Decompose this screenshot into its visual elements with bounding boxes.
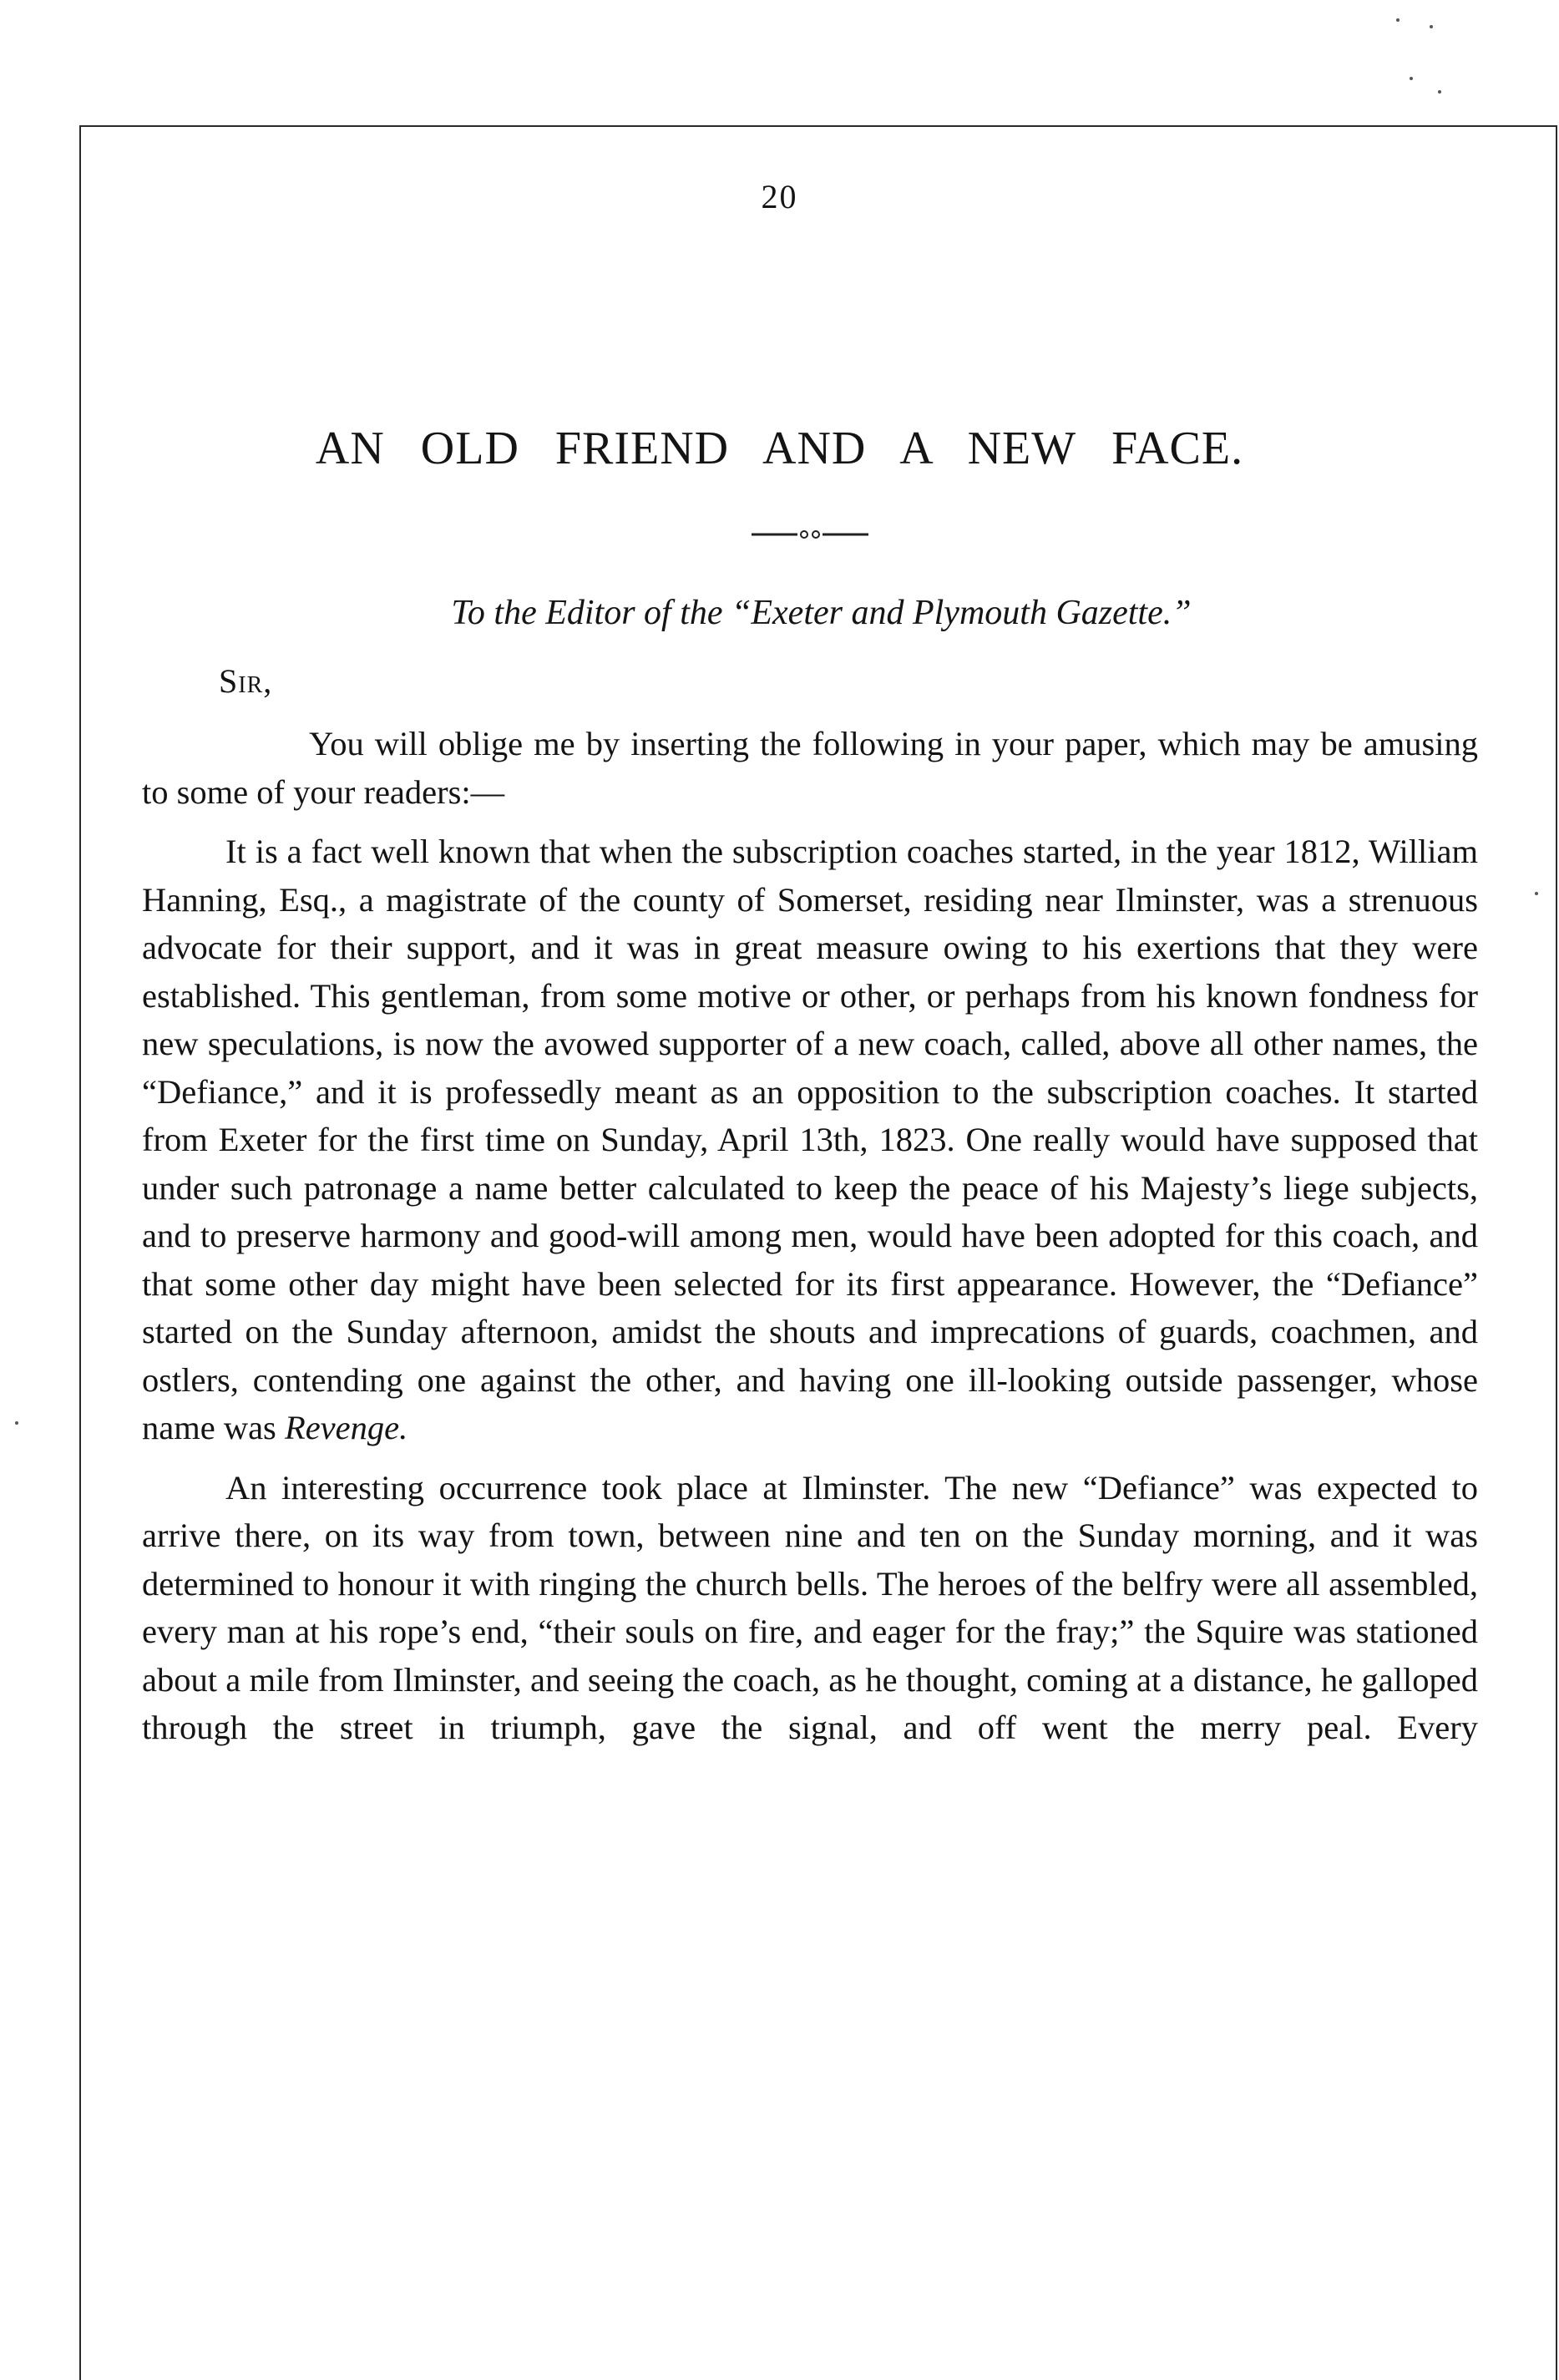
- paragraph: [142, 828, 1478, 1452]
- editor-address: To the Editor of the “Exeter and Plymouth Gazette.”: [451, 594, 1192, 632]
- paragraph: [142, 1464, 1478, 1752]
- paper-speck: [1438, 90, 1441, 94]
- paper-speck: [1396, 18, 1400, 22]
- paragraph-text: You will oblige me by inserting the following in your paper, which may be amusing to some of your readers:—: [142, 725, 1478, 811]
- paper-speck: [1410, 77, 1413, 80]
- page-number: 20: [761, 178, 798, 215]
- paragraph-text: An interesting occurrence took place at Ilminster. The new “Defiance” was expected to arrive there, on its way from town, between nine and ten on the Sunday morning, and it was determined to honour it with ringing the church bells. The heroes of the belfry were all assembled, every man at his rope’s end, “their souls on fire, and eager for the fray;” the Squire was stationed about a mile from Ilminster, and seeing the coach, as he thought, coming at a distance, he galloped through the street in triumph, gave the signal, and off went the merry peal. Every: [142, 1468, 1478, 1746]
- paragraph-text: It is a fact well known that when the subscription coaches started, in the year 1812, William Hanning, Esq., a magistrate of the county of Somerset, residing near Ilminster, was a strenuous advocate for their support, and it was in great measure owing to his exertions that they were established. This gentleman, from some motive or other, or perhaps from his known fondness for new speculations, is now the avowed supporter of a new coach, called, above all other names, the “Defiance,” and it is professedly meant as an opposition to the subscription coaches. It started from Exeter for the first time on Sunday, April 13th, 1823. One really would have supposed that under such patronage a name better calculated to keep the peace of his Majesty’s liege subjects, and to preserve harmony and good-will among men, would have been adopted for this coach, and that some other day might have been selected for its first appearance. However, the “Defiance” started on the Sunday afternoon, amidst the shouts and imprecations of guards, coachmen, and ostlers, contending one against the other, and having one ill-looking outside passenger, whose name was: [142, 833, 1478, 1446]
- emphasis-text: Revenge.: [284, 1409, 408, 1446]
- paper-speck: [1535, 892, 1538, 895]
- title-ornament-divider: [752, 526, 868, 543]
- article-title: AN OLD FRIEND AND A NEW FACE.: [315, 423, 1244, 474]
- letter-body: [142, 720, 1478, 1752]
- salutation: Sir,: [219, 662, 273, 700]
- paper-speck: [15, 1421, 18, 1425]
- paper-speck: [1430, 25, 1433, 28]
- paragraph: [142, 720, 1478, 816]
